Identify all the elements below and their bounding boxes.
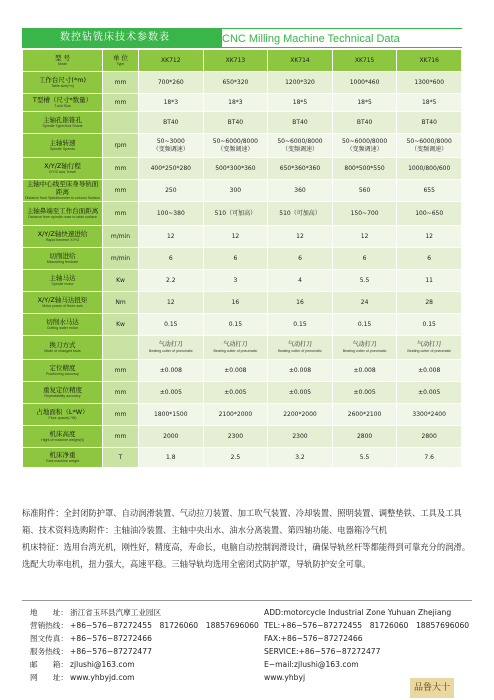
row-unit xyxy=(103,112,139,134)
value-cell: 18*3 xyxy=(139,94,204,112)
value-cell: 1800*1500 xyxy=(139,404,204,426)
contact-line-en: TEL:+86−576−87272455 81726060 18857696060 xyxy=(264,621,470,630)
table-row xyxy=(23,94,462,112)
row-unit: mm xyxy=(103,94,139,112)
table-row xyxy=(23,248,462,270)
row-unit: mm xyxy=(103,382,139,404)
row-label: 切削水马达 Cutting water motor xyxy=(23,314,103,336)
value-cell: 50~6000/8000 （变频调速） xyxy=(332,134,397,158)
contact-en xyxy=(264,606,474,684)
contact-line-en: E−mail:zjlushi@163.com xyxy=(264,660,359,669)
value-cell: 6 xyxy=(139,248,204,270)
row-label: 机床净重 Total machine weight xyxy=(23,448,103,468)
row-label: 主轴马达 Spindle motor xyxy=(23,270,103,292)
row-unit: mm xyxy=(103,180,139,202)
row-label: 主轴中心线至床身导轨面距离 Distance from Spindlecenter to column Surface xyxy=(23,180,103,202)
contact-line: 营销热线： +86−576−87272455 81726060 18857696060 xyxy=(30,621,259,630)
table-row xyxy=(23,448,462,468)
row-label: 主轴鼻端至工作台面距离 Distance from spindle nose to table surface xyxy=(23,202,103,226)
model-cell: XK715 xyxy=(332,50,397,72)
value-cell: 0.15 xyxy=(203,314,268,336)
table-row xyxy=(23,336,462,360)
value-cell: 18*5 xyxy=(397,94,462,112)
title-en: CNC Milling Machine Technical Data xyxy=(212,28,462,48)
row-unit: mm xyxy=(103,158,139,180)
table-row xyxy=(23,426,462,448)
value-cell: 气动打刀 Beating cutter of pneumatic xyxy=(268,336,333,360)
row-label: X/Y/Z轴马达扭矩 Motor power of three axis xyxy=(23,292,103,314)
row-unit: mm xyxy=(103,426,139,448)
row-unit: Kw xyxy=(103,314,139,336)
value-cell: ±0.008 xyxy=(139,360,204,382)
value-cell: ±0.008 xyxy=(203,360,268,382)
value-cell: 6 xyxy=(203,248,268,270)
value-cell: 2600*2100 xyxy=(332,404,397,426)
contact-line: 服务热线： +86−576−87272477 xyxy=(30,647,152,656)
value-cell: 1300*600 xyxy=(397,72,462,94)
contact-line-en: FAX:+86−576−87272466 xyxy=(264,634,363,643)
row-unit: mm xyxy=(103,360,139,382)
row-label: 切削进给 Maxcutting feedrate xyxy=(23,248,103,270)
value-cell: 0.15 xyxy=(397,314,462,336)
value-cell: ±0.005 xyxy=(332,382,397,404)
value-cell: 18*5 xyxy=(332,94,397,112)
value-cell: 24 xyxy=(332,292,397,314)
contact-line-en: ADD:motorcycle Industrial Zone Yuhuan Zhejiang xyxy=(264,608,452,617)
value-cell: 5.5 xyxy=(332,270,397,292)
value-cell: 3300*2400 xyxy=(397,404,462,426)
value-cell: 18*3 xyxy=(203,94,268,112)
title-cn: 数控钻铣床技术参数表 xyxy=(22,28,222,48)
row-label: 工作台尺寸(*m) Table size(*m) xyxy=(23,72,103,94)
table-row xyxy=(23,404,462,426)
value-cell: 500*300*360 xyxy=(203,158,268,180)
model-cell: XK716 xyxy=(397,50,462,72)
row-label: T型槽（尺寸*数量） T-slot Size xyxy=(23,94,103,112)
brand-logo: 品鲁大十 xyxy=(410,678,454,698)
row-unit: m/min xyxy=(103,226,139,248)
row-unit: mm xyxy=(103,202,139,226)
value-cell: 3.2 xyxy=(268,448,333,468)
table-row xyxy=(23,134,462,158)
value-cell: 5.5 xyxy=(332,448,397,468)
row-unit: Nm xyxy=(103,292,139,314)
value-cell: 800*500*550 xyxy=(332,158,397,180)
contact-line: 图文传真： +86−576−87272466 xyxy=(30,634,152,643)
value-cell: 7.6 xyxy=(397,448,462,468)
notes xyxy=(22,505,472,573)
row-unit: Kw xyxy=(103,270,139,292)
value-cell: 2800 xyxy=(397,426,462,448)
table-row xyxy=(23,382,462,404)
value-cell: 300 xyxy=(203,180,268,202)
value-cell: 700*260 xyxy=(139,72,204,94)
table-row xyxy=(23,112,462,134)
table-row xyxy=(23,202,462,226)
value-cell: 2300 xyxy=(268,426,333,448)
value-cell: 0.15 xyxy=(332,314,397,336)
value-cell: 6 xyxy=(397,248,462,270)
table-row xyxy=(23,360,462,382)
value-cell: 2100*2000 xyxy=(203,404,268,426)
value-cell: BT40 xyxy=(332,112,397,134)
value-cell: 0.15 xyxy=(139,314,204,336)
value-cell: 360 xyxy=(268,180,333,202)
table-row xyxy=(23,72,462,94)
value-cell: 510（可加高） xyxy=(268,202,333,226)
value-cell: BT40 xyxy=(268,112,333,134)
row-unit: rpm xyxy=(103,134,139,158)
value-cell: ±0.008 xyxy=(332,360,397,382)
value-cell: 1.8 xyxy=(139,448,204,468)
value-cell: 12 xyxy=(139,226,204,248)
row-label: 主轴孔锥锥孔 Spindle Typer/tool Shank xyxy=(23,112,103,134)
value-cell: 50~6000/8000 （变频调速） xyxy=(397,134,462,158)
model-cell: XK713 xyxy=(203,50,268,72)
contact-line: 地 址： 浙江省玉环县汽摩工业园区 xyxy=(30,608,162,617)
contact-line-en: www.yhbyj xyxy=(264,673,306,682)
row-label: 重复定位精度 Repeatability accuracy xyxy=(23,382,103,404)
value-cell: 6 xyxy=(332,248,397,270)
table-row xyxy=(23,158,462,180)
value-cell: 50~6000/8000 （变频调速） xyxy=(203,134,268,158)
value-cell: BT40 xyxy=(139,112,204,134)
row-label: X/Y/Z轴快速进给 Rapid traverse X/Y/Z xyxy=(23,226,103,248)
row-unit: m/min xyxy=(103,248,139,270)
value-cell: 16 xyxy=(203,292,268,314)
contact-line: 网 址： www.yhbyjd.com xyxy=(30,673,135,682)
machine-features: 机床特征：选用台湾光机，刚性好，精度高，寿命长，电脑自动控制润滑设计，确保导轨丝杆等都能得到可靠充分的润滑。选配大功率电机，扭力强大，高速平稳。三轴导轨均选用全密闭式防护罩，导轨防护安全可靠。 xyxy=(22,542,471,569)
value-cell: 2800 xyxy=(332,426,397,448)
value-cell: 气动打刀 Beating cutter of pneumatic xyxy=(332,336,397,360)
value-cell: 400*250*280 xyxy=(139,158,204,180)
contact-cn xyxy=(30,606,259,684)
value-cell: 650*360*360 xyxy=(268,158,333,180)
value-cell: 12 xyxy=(332,226,397,248)
value-cell: ±0.005 xyxy=(203,382,268,404)
value-cell: ±0.005 xyxy=(268,382,333,404)
standard-accessories: 标准附件：全封闭防护罩、自动润滑装置、气动拉刀装置、加工吹气装置、冷却装置、照明装置、调整垫铁、工具及工具箱、技术资料选购附件：主轴油冷装置、主轴中央出水、油水分离装置、第四轴功能、电器箱冷气机 xyxy=(22,508,462,535)
value-cell: 18*5 xyxy=(268,94,333,112)
value-cell: 2200*2000 xyxy=(268,404,333,426)
row-unit: mm xyxy=(103,404,139,426)
value-cell: 12 xyxy=(268,226,333,248)
value-cell: 3 xyxy=(203,270,268,292)
value-cell: BT40 xyxy=(397,112,462,134)
value-cell: 0.15 xyxy=(268,314,333,336)
value-cell: 100~380 xyxy=(139,202,204,226)
row-label: 机床高度 Hight of machine weight(h) xyxy=(23,426,103,448)
value-cell: 150~700 xyxy=(332,202,397,226)
value-cell: 气动打刀 Beating cutter of pneumatic xyxy=(203,336,268,360)
value-cell: 2.5 xyxy=(203,448,268,468)
value-cell: 100~650 xyxy=(397,202,462,226)
value-cell: 560 xyxy=(332,180,397,202)
model-cell: XK714 xyxy=(268,50,333,72)
value-cell: ±0.005 xyxy=(139,382,204,404)
row-label: X/Y/Z轴行程 X/Y/Z axis Travel xyxy=(23,158,103,180)
value-cell: ±0.008 xyxy=(268,360,333,382)
model-cell: XK712 xyxy=(139,50,204,72)
table-row xyxy=(23,180,462,202)
header-label: 型 号 Mode xyxy=(23,50,103,72)
divider xyxy=(22,600,472,601)
value-cell: 4 xyxy=(268,270,333,292)
value-cell: 12 xyxy=(139,292,204,314)
value-cell: BT40 xyxy=(203,112,268,134)
value-cell: 2000 xyxy=(139,426,204,448)
value-cell: 650*320 xyxy=(203,72,268,94)
value-cell: 12 xyxy=(397,226,462,248)
table-header-row xyxy=(23,50,462,72)
value-cell: 2.2 xyxy=(139,270,204,292)
value-cell: 1000*460 xyxy=(332,72,397,94)
value-cell: ±0.008 xyxy=(397,360,462,382)
value-cell: 655 xyxy=(397,180,462,202)
value-cell: 1200*320 xyxy=(268,72,333,94)
value-cell: 11 xyxy=(397,270,462,292)
row-unit: T xyxy=(103,448,139,468)
contact-line: 邮 箱： zjlushi@163.com xyxy=(30,660,135,669)
row-label: 换刀方式 Mode of changed tools xyxy=(23,336,103,360)
row-label: 定位精度 Positioning accuracy xyxy=(23,360,103,382)
value-cell: 510（可加高） xyxy=(203,202,268,226)
value-cell: 气动打刀 Beating cutter of pneumatic xyxy=(139,336,204,360)
row-label: 占地面积（L*W） Floor space(L*W) xyxy=(23,404,103,426)
value-cell: 气动打刀 Beating cutter of pneumatic xyxy=(397,336,462,360)
table-row xyxy=(23,270,462,292)
spec-table xyxy=(22,49,462,468)
value-cell: 28 xyxy=(397,292,462,314)
value-cell: 50~3000 （变频调速） xyxy=(139,134,204,158)
row-label: 主轴转速 Spindle Speeds xyxy=(23,134,103,158)
value-cell: 50~6000/8000 （变频调速） xyxy=(268,134,333,158)
value-cell: 16 xyxy=(268,292,333,314)
value-cell: 6 xyxy=(268,248,333,270)
row-unit: mm xyxy=(103,72,139,94)
value-cell: 250 xyxy=(139,180,204,202)
row-unit xyxy=(103,336,139,360)
table-row xyxy=(23,226,462,248)
contact-line-en: SERVICE:+86−576−87272477 xyxy=(264,647,381,656)
value-cell: 1000/800/600 xyxy=(397,158,462,180)
title-banner xyxy=(22,28,462,48)
header-unit: 单 位 Type xyxy=(103,50,139,72)
table-row xyxy=(23,292,462,314)
value-cell: 2300 xyxy=(203,426,268,448)
value-cell: ±0.005 xyxy=(397,382,462,404)
value-cell: 12 xyxy=(203,226,268,248)
table-row xyxy=(23,314,462,336)
